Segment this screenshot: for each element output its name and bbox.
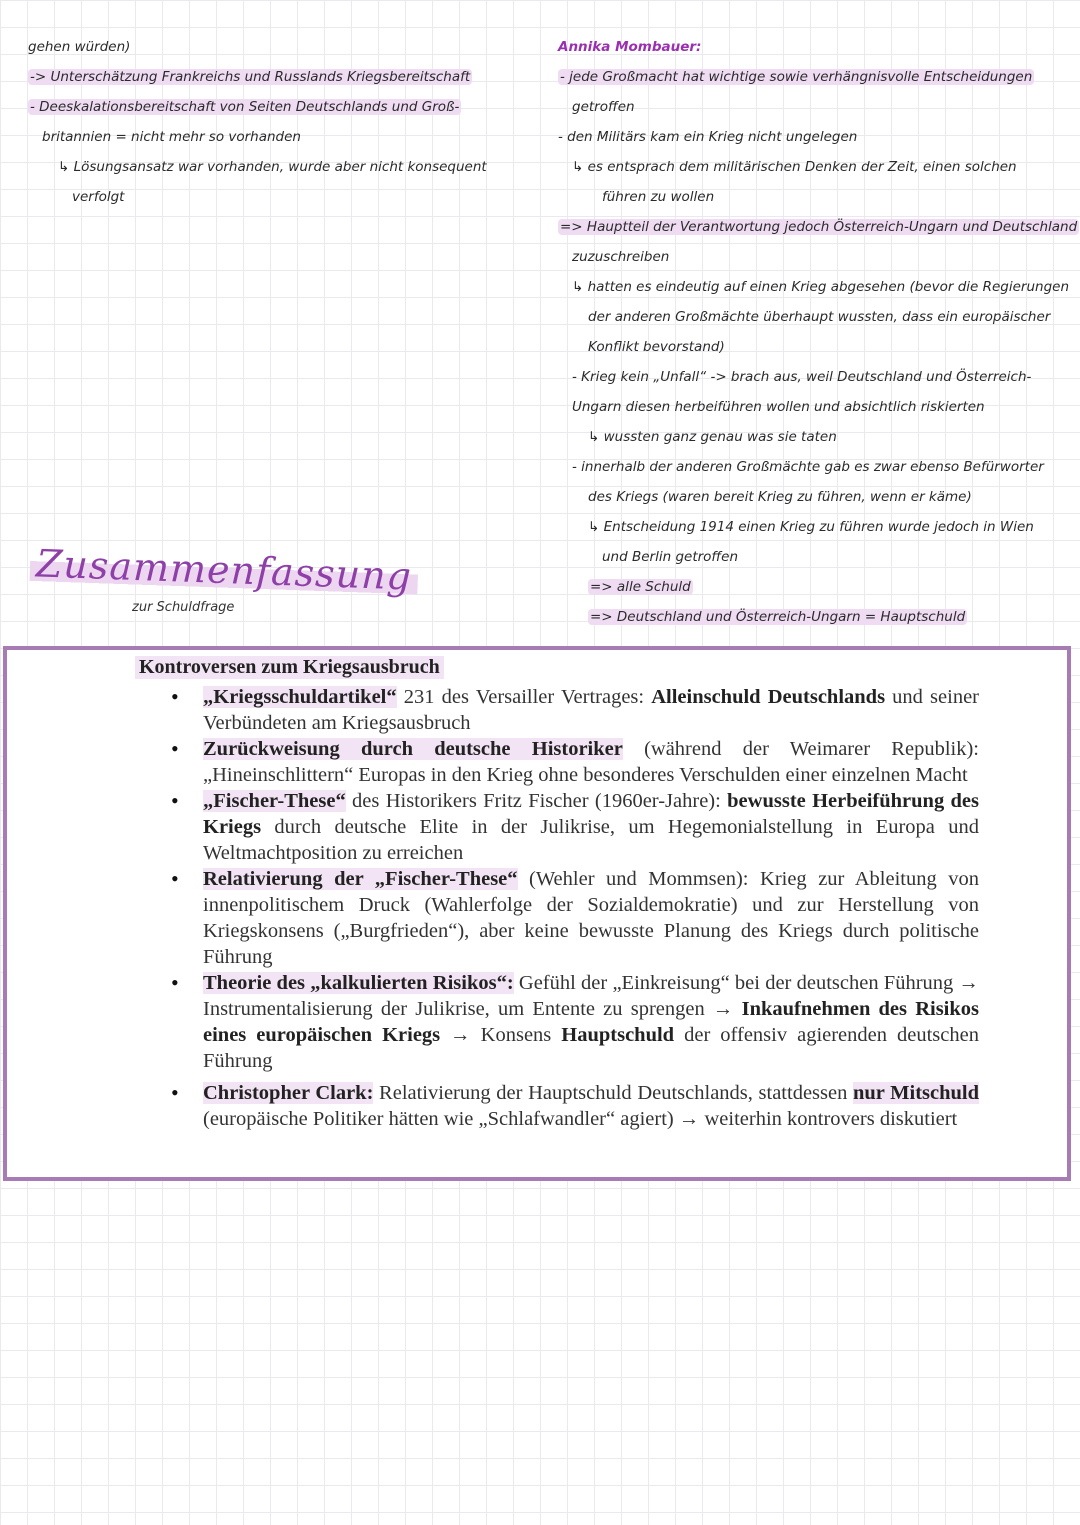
summary-subtitle: zur Schuldfrage (132, 600, 235, 615)
list-item: • Relativierung der „Fischer-These“ (Wehler und Mommsen): Krieg zur Ableitung von innenpolitischem Druck (Wahlerfolge der Sozialdemokratie) und zur Herstellung von Kriegskonsens („Burgfrieden“), aber keine bewusste Planung des Kriegs durch politische Führung (167, 866, 979, 970)
note-line: des Kriegs (waren bereit Krieg zu führen, wenn er käme) (588, 489, 972, 505)
list-item: • „Kriegsschuldartikel“ 231 des Versailler Vertrages: Alleinschuld Deutschlands und seiner Verbündeten am Kriegsausbruch (167, 684, 979, 736)
note-line: verfolgt (72, 189, 125, 205)
note-line: => Hauptteil der Verantwortung jedoch Österreich-Ungarn und Deutschland (560, 219, 1078, 235)
note-line: - innerhalb der anderen Großmächte gab es zwar ebenso Befürworter (572, 459, 1044, 475)
note-line: ↳ Lösungsansatz war vorhanden, wurde aber nicht konsequent (58, 159, 487, 175)
note-line: und Berlin getroffen (602, 549, 739, 565)
note-line: ↳ Entscheidung 1914 einen Krieg zu führen wurde jedoch in Wien (588, 519, 1034, 535)
note-line: - den Militärs kam ein Krieg nicht ungelegen (558, 129, 858, 145)
note-line: gehen würden) (28, 39, 131, 55)
box-heading: Kontroversen zum Kriegsausbruch (135, 656, 444, 679)
list-item: • Theorie des „kalkulierten Risikos“: Gefühl der „Einkreisung“ bei der deutschen Führung → Instrumentalisierung der Julikrise, um Entente zu sprengen → Inkaufnehmen des Risikos eines europäischen Kriegs → Konsens Hauptschuld der offensiv agierenden deutschen Führung (167, 970, 979, 1074)
note-line: - Krieg kein „Unfall“ -> brach aus, weil Deutschland und Österreich- (572, 369, 1032, 385)
note-line: - Deeskalationsbereitschaft von Seiten Deutschlands und Groß- (30, 99, 460, 115)
author-heading: Annika Mombauer: (558, 39, 702, 55)
right-notes (558, 32, 1078, 632)
note-line: ↳ hatten es eindeutig auf einen Krieg abgesehen (bevor die Regierungen (572, 279, 1070, 295)
summary-title: Zusammenfassung (29, 541, 418, 599)
note-line: => Deutschland und Österreich-Ungarn = Hauptschuld (590, 609, 966, 625)
note-line: => alle Schuld (590, 579, 691, 595)
note-line: britannien = nicht mehr so vorhanden (42, 129, 301, 145)
list-item: • Zurückweisung durch deutsche Historiker (während der Weimarer Republik): „Hineinschlittern“ Europas in den Krieg ohne besonderes Verschulden einer einzelnen Macht (167, 736, 979, 788)
note-line: -> Unterschätzung Frankreichs und Russlands Kriegsbereitschaft (30, 69, 471, 85)
left-notes (28, 32, 528, 212)
note-line: Konflikt bevorstand) (588, 339, 725, 355)
note-line: ↳ wussten ganz genau was sie taten (588, 429, 837, 445)
note-line: getroffen (572, 99, 635, 115)
controversies-list (167, 684, 979, 1132)
note-line: zuzuschreiben (572, 249, 670, 265)
list-item: • Christopher Clark: Relativierung der Hauptschuld Deutschlands, stattdessen nur Mitschuld (europäische Politiker hätten wie „Schlafwandler“ agiert) → weiterhin kontrovers diskutiert (167, 1080, 979, 1132)
note-line: ↳ es entsprach dem militärischen Denken der Zeit, einen solchen (572, 159, 1017, 175)
note-line: der anderen Großmächte überhaupt wussten, dass ein europäischer (588, 309, 1051, 325)
note-line: führen zu wollen (602, 189, 715, 205)
note-line: - jede Großmacht hat wichtige sowie verhängnisvolle Entscheidungen (560, 69, 1033, 85)
note-line: Ungarn diesen herbeiführen wollen und absichtlich riskierten (572, 399, 985, 415)
list-item: • „Fischer-These“ des Historikers Fritz Fischer (1960er-Jahre): bewusste Herbeiführung des Kriegs durch deutsche Elite in der Julikrise, um Hegemonialstellung in Europa und Weltmachtposition zu erreichen (167, 788, 979, 866)
controversies-box (3, 646, 1071, 1181)
